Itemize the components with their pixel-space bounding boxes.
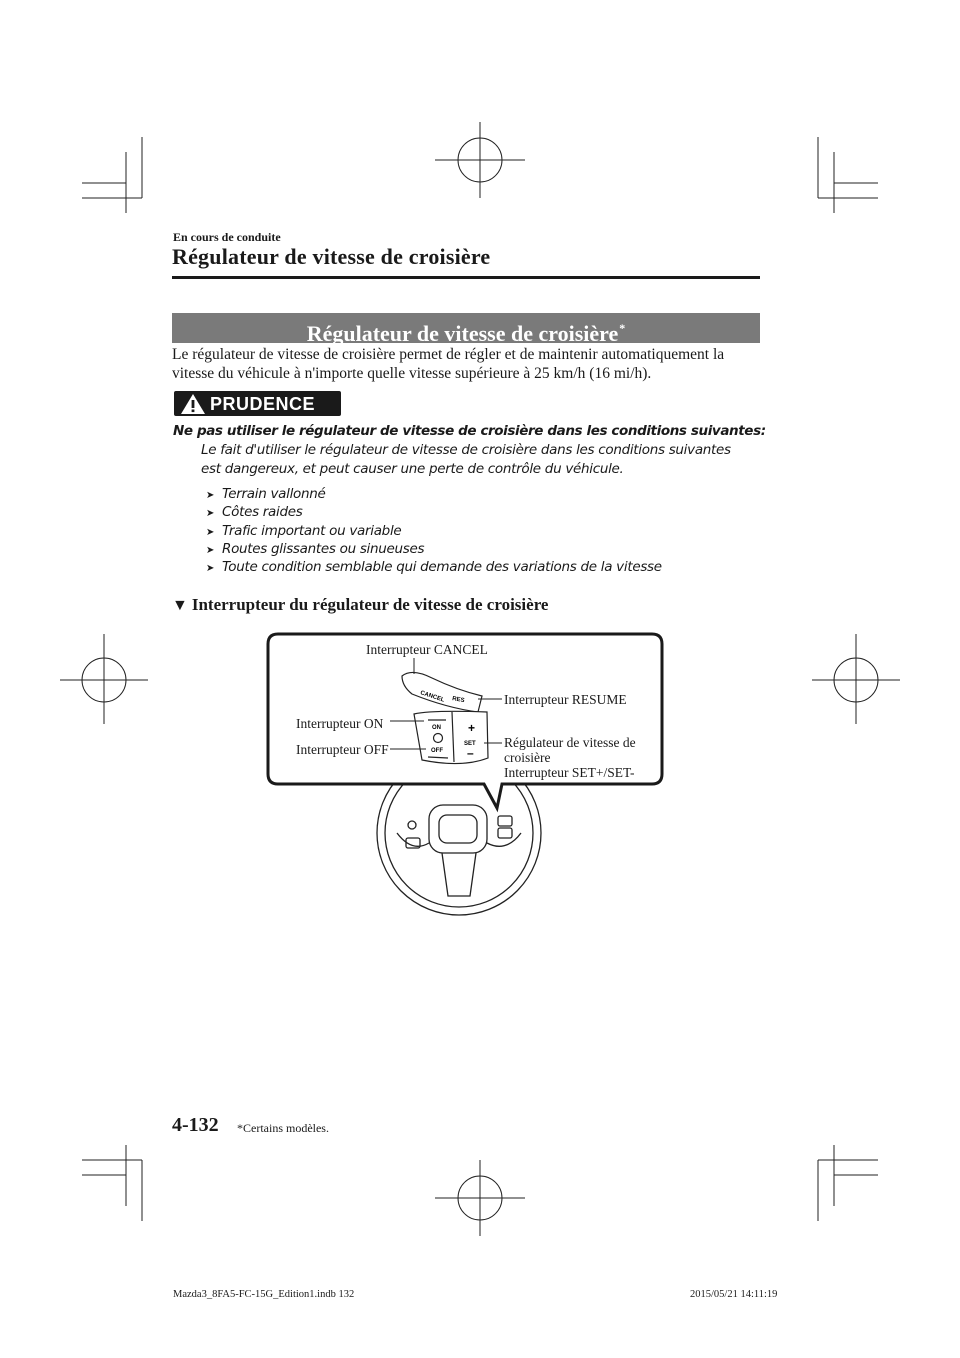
label-cancel-switch: Interrupteur CANCEL [366, 642, 488, 657]
print-file-info: Mazda3_8FA5-FC-15G_Edition1.indb 132 [173, 1289, 355, 1300]
subsection-heading: ▼ Interrupteur du régulateur de vitesse de croisière [172, 595, 549, 614]
caution-label: PRUDENCE [210, 394, 316, 414]
banner-title: Régulateur de vitesse de croisière [306, 321, 619, 346]
footnote: *Certains modèles. [237, 1121, 329, 1135]
label-on-switch: Interrupteur ON [296, 716, 384, 731]
switch-off-text: OFF [431, 748, 443, 754]
switch-res-text: RES [451, 696, 465, 705]
caution-list [206, 486, 662, 577]
section-banner [172, 313, 760, 346]
switch-plus-text: + [468, 721, 476, 735]
list-item: ➤ Toute condition semblable qui demande des variations de la vitesse [206, 559, 662, 577]
page-number: 4-132 [172, 1114, 219, 1136]
banner-asterisk: * [619, 321, 626, 335]
list-item: ➤ Terrain vallonné [206, 486, 662, 504]
warning-icon [180, 393, 206, 415]
section-label: En cours de conduite [173, 230, 281, 244]
switch-set-text: SET [464, 741, 476, 747]
switch-minus-text: – [467, 746, 474, 760]
list-item: ➤ Routes glissantes ou sinueuses [206, 541, 662, 559]
label-set-line1: Régulateur de vitesse de [504, 735, 636, 750]
caution-heading: Ne pas utiliser le régulateur de vitesse de croisière dans les conditions suivantes: [173, 423, 766, 439]
arrow-bullet-icon: ➤ [206, 544, 215, 556]
switch-on-text: ON [432, 725, 441, 731]
caution-badge [174, 391, 341, 416]
arrow-bullet-icon: ➤ [206, 490, 215, 501]
cruise-switch-diagram [262, 628, 672, 918]
arrow-bullet-icon: ➤ [206, 508, 215, 520]
switch-cancel-text: CANCEL [419, 690, 446, 704]
caution-body: Le fait d'utiliser le régulateur de vitesse de croisière dans les conditions suivantes est dangereux, et peut causer une perte de contrôle du véhicule. [201, 442, 731, 477]
list-item: ➤ Trafic important ou variable [206, 523, 662, 541]
triangle-marker-icon: ▼ [172, 597, 188, 614]
label-resume-switch: Interrupteur RESUME [504, 692, 627, 707]
print-date-info: 2015/05/21 14:11:19 [690, 1289, 778, 1300]
arrow-bullet-icon: ➤ [206, 526, 215, 538]
label-set-line2: croisière [504, 750, 551, 765]
page-title: Régulateur de vitesse de croisière [172, 244, 491, 269]
arrow-bullet-icon: ➤ [206, 563, 215, 575]
label-set-line3: Interrupteur SET+/SET- [504, 765, 635, 780]
intro-paragraph: Le régulateur de vitesse de croisière permet de régler et de maintenir automatiquement la vitesse du véhicule à n'importe quelle vitesse supérieure à 25 km/h (16 mi/h). [172, 346, 725, 382]
list-item: ➤ Côtes raides [206, 504, 662, 522]
title-divider [172, 276, 760, 279]
label-off-switch: Interrupteur OFF [296, 742, 389, 757]
